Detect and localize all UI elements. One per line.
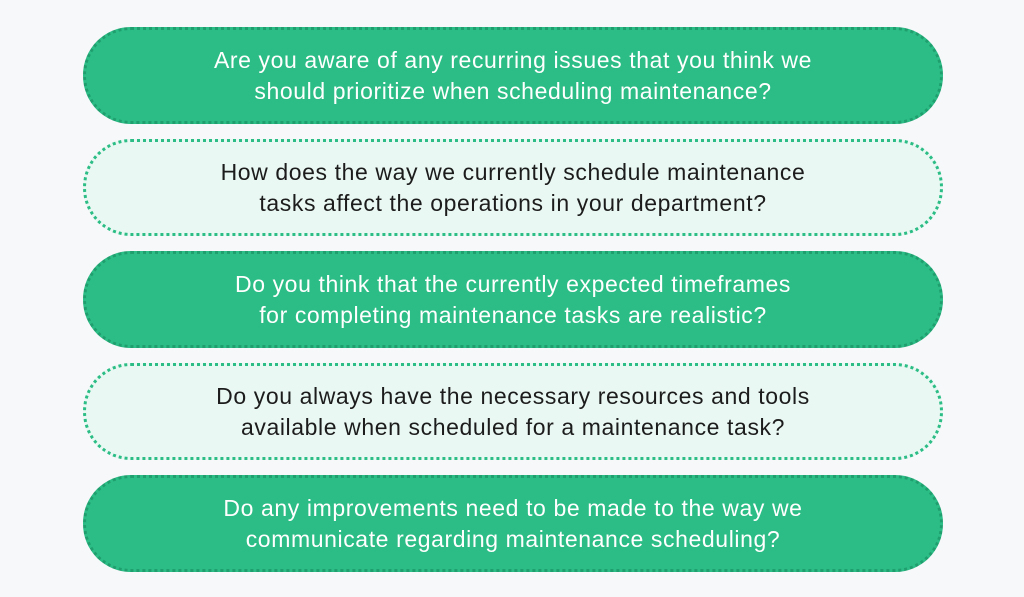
question-list: [83, 27, 943, 587]
question-line: Are you aware of any recurring issues that you think we: [213, 46, 813, 73]
question-text: [214, 45, 812, 107]
question-line: How does the way we currently schedule maintenance: [220, 158, 806, 185]
question-line: Do you think that the currently expected timeframes: [234, 270, 792, 297]
question-card-3: [83, 251, 943, 348]
question-card-2: [83, 139, 943, 236]
question-card-5: [83, 475, 943, 572]
question-card-4: [83, 363, 943, 460]
question-text: [221, 157, 806, 219]
question-text: [223, 493, 802, 555]
question-card-1: [83, 27, 943, 124]
question-line: Do you always have the necessary resources and tools: [216, 382, 810, 409]
question-line: communicate regarding maintenance scheduling?: [245, 525, 781, 552]
question-line: should prioritize when scheduling maintenance?: [254, 77, 772, 104]
question-line: for completing maintenance tasks are realistic?: [259, 301, 767, 328]
question-line: available when scheduled for a maintenance task?: [240, 413, 786, 440]
question-text: [235, 269, 791, 331]
question-line: Do any improvements need to be made to the way we: [223, 494, 803, 521]
question-text: [216, 381, 810, 443]
question-line: tasks affect the operations in your department?: [259, 189, 767, 216]
